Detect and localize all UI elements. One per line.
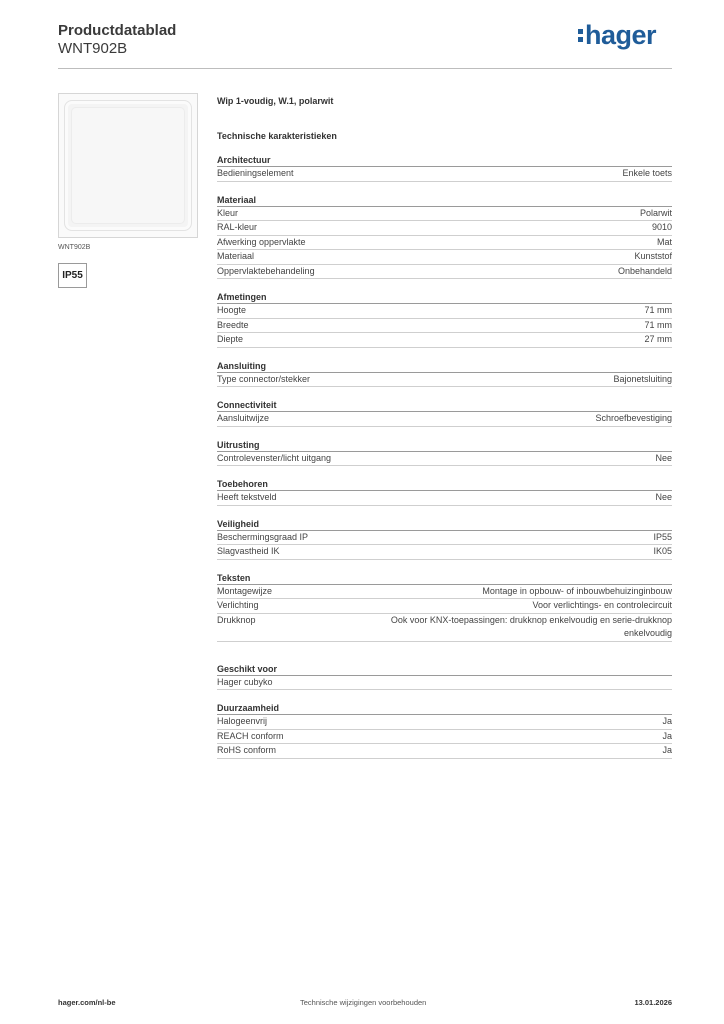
spec-section [217, 290, 672, 348]
spec-section [217, 438, 672, 467]
spec-label: Slagvastheid IK [217, 546, 280, 556]
spec-row [217, 730, 672, 745]
spec-value: 27 mm [644, 334, 672, 344]
spec-row [217, 304, 672, 319]
spec-label: Halogeenvrij [217, 716, 268, 726]
section-title: Geschikt voor [217, 662, 672, 676]
spec-value: Enkele toets [622, 168, 672, 178]
spec-section [217, 571, 672, 642]
spec-row [217, 250, 672, 265]
spec-value: 71 mm [644, 305, 672, 315]
spec-label: Oppervlaktebehandeling [217, 265, 315, 276]
footer-website-link[interactable]: hager.com/nl-be [58, 998, 116, 1007]
document-header [58, 22, 672, 70]
spec-value: Bajonetsluiting [613, 373, 672, 384]
section-title: Materiaal [217, 193, 672, 207]
spec-row [217, 545, 672, 560]
spec-value: Ja [662, 730, 672, 741]
section-title: Toebehoren [217, 477, 672, 491]
spec-label: Kleur [217, 207, 239, 218]
spec-section [217, 701, 672, 759]
spec-value: Montage in opbouw- of inbouwbehuizinginbouw [482, 585, 672, 596]
spec-label: Bedieningselement [217, 168, 294, 178]
spec-value: Schroefbevestiging [595, 413, 672, 423]
switch-plate-image [64, 100, 192, 231]
spec-label: Breedte [217, 319, 249, 330]
spec-row [217, 614, 672, 642]
spec-value: Ja [662, 745, 672, 755]
spec-label: Aansluitwijze [217, 413, 270, 423]
section-title: Aansluiting [217, 359, 672, 373]
spec-row [217, 715, 672, 730]
spec-section [217, 477, 672, 506]
spec-label: Verlichting [217, 600, 259, 610]
spec-section [217, 153, 672, 182]
spec-value: 71 mm [644, 319, 672, 330]
section-title: Duurzaamheid [217, 701, 672, 715]
spec-label: RoHS conform [217, 745, 277, 755]
footer-notice: Technische wijzigingen voorbehouden [300, 998, 427, 1007]
spec-section [217, 193, 672, 280]
spec-row [217, 531, 672, 546]
hager-logo [578, 22, 656, 48]
photo-caption: WNT902B [58, 244, 91, 251]
spec-label: Hoogte [217, 305, 247, 315]
spec-section [217, 517, 672, 560]
document-title: Productdatablad [58, 22, 177, 39]
spec-row [217, 319, 672, 334]
section-title: Afmetingen [217, 290, 672, 304]
spec-row [217, 585, 672, 600]
spec-row [217, 333, 672, 348]
spec-row [217, 265, 672, 280]
spec-content [217, 95, 672, 759]
spec-label: Montagewijze [217, 585, 273, 596]
spec-label: RAL-kleur [217, 222, 258, 232]
spec-label: Hager cubyko [217, 676, 273, 687]
spec-value: Onbehandeld [617, 265, 672, 276]
spec-row [217, 744, 672, 759]
spec-value: Mat [656, 236, 672, 247]
spec-label: Controlevenster/licht uitgang [217, 452, 332, 463]
switch-rocker-image [71, 107, 185, 224]
section-title: Architectuur [217, 153, 672, 167]
spec-row [217, 676, 672, 691]
spec-label: Heeft tekstveld [217, 492, 277, 502]
spec-label: Type connector/stekker [217, 373, 311, 384]
spec-row [217, 167, 672, 182]
product-name: Wip 1-voudig, W.1, polarwit [217, 96, 334, 106]
spec-value: Nee [655, 492, 672, 502]
section-title: Connectiviteit [217, 398, 672, 412]
spec-row [217, 599, 672, 614]
spec-value: 9010 [651, 222, 672, 232]
spec-label: Beschermingsgraad IP [217, 531, 309, 542]
spec-row [217, 373, 672, 388]
footer-date: 13.01.2026 [634, 998, 672, 1007]
section-title: Veiligheid [217, 517, 672, 531]
spec-row [217, 221, 672, 236]
spec-value: Kunststof [634, 251, 672, 261]
spec-value: Ook voor KNX-toepassingen: drukknop enkelvoudig en serie-drukknop enkelvoudig [390, 614, 672, 638]
spec-row [217, 412, 672, 427]
spec-value: IP55 [653, 531, 672, 542]
spec-row [217, 207, 672, 222]
spec-sections [217, 153, 672, 759]
spec-value: Voor verlichtings- en controlecircuit [532, 600, 672, 610]
header-divider [58, 68, 672, 69]
spec-label: Diepte [217, 334, 244, 344]
product-photo [58, 93, 198, 238]
spec-row [217, 452, 672, 467]
spec-label: Afwerking oppervlakte [217, 236, 306, 247]
section-title: Uitrusting [217, 438, 672, 452]
spec-label: REACH conform [217, 730, 284, 741]
ip-rating-badge: IP55 [58, 263, 87, 288]
spec-value: Ja [662, 716, 672, 726]
spec-value: IK05 [653, 546, 672, 556]
spec-label: Materiaal [217, 251, 255, 261]
spec-row [217, 491, 672, 506]
spec-row [217, 236, 672, 251]
spec-section [217, 662, 672, 691]
spec-value: Nee [655, 452, 672, 463]
section-title: Teksten [217, 571, 672, 585]
spec-label: Drukknop [217, 614, 256, 625]
logo-dots-icon [578, 29, 583, 45]
spec-section [217, 359, 672, 388]
logo-text: hager [584, 20, 656, 50]
tech-characteristics-title: Technische karakteristieken [217, 131, 337, 141]
spec-section [217, 398, 672, 427]
product-code: WNT902B [58, 40, 128, 57]
spec-value: Polarwit [639, 207, 672, 218]
